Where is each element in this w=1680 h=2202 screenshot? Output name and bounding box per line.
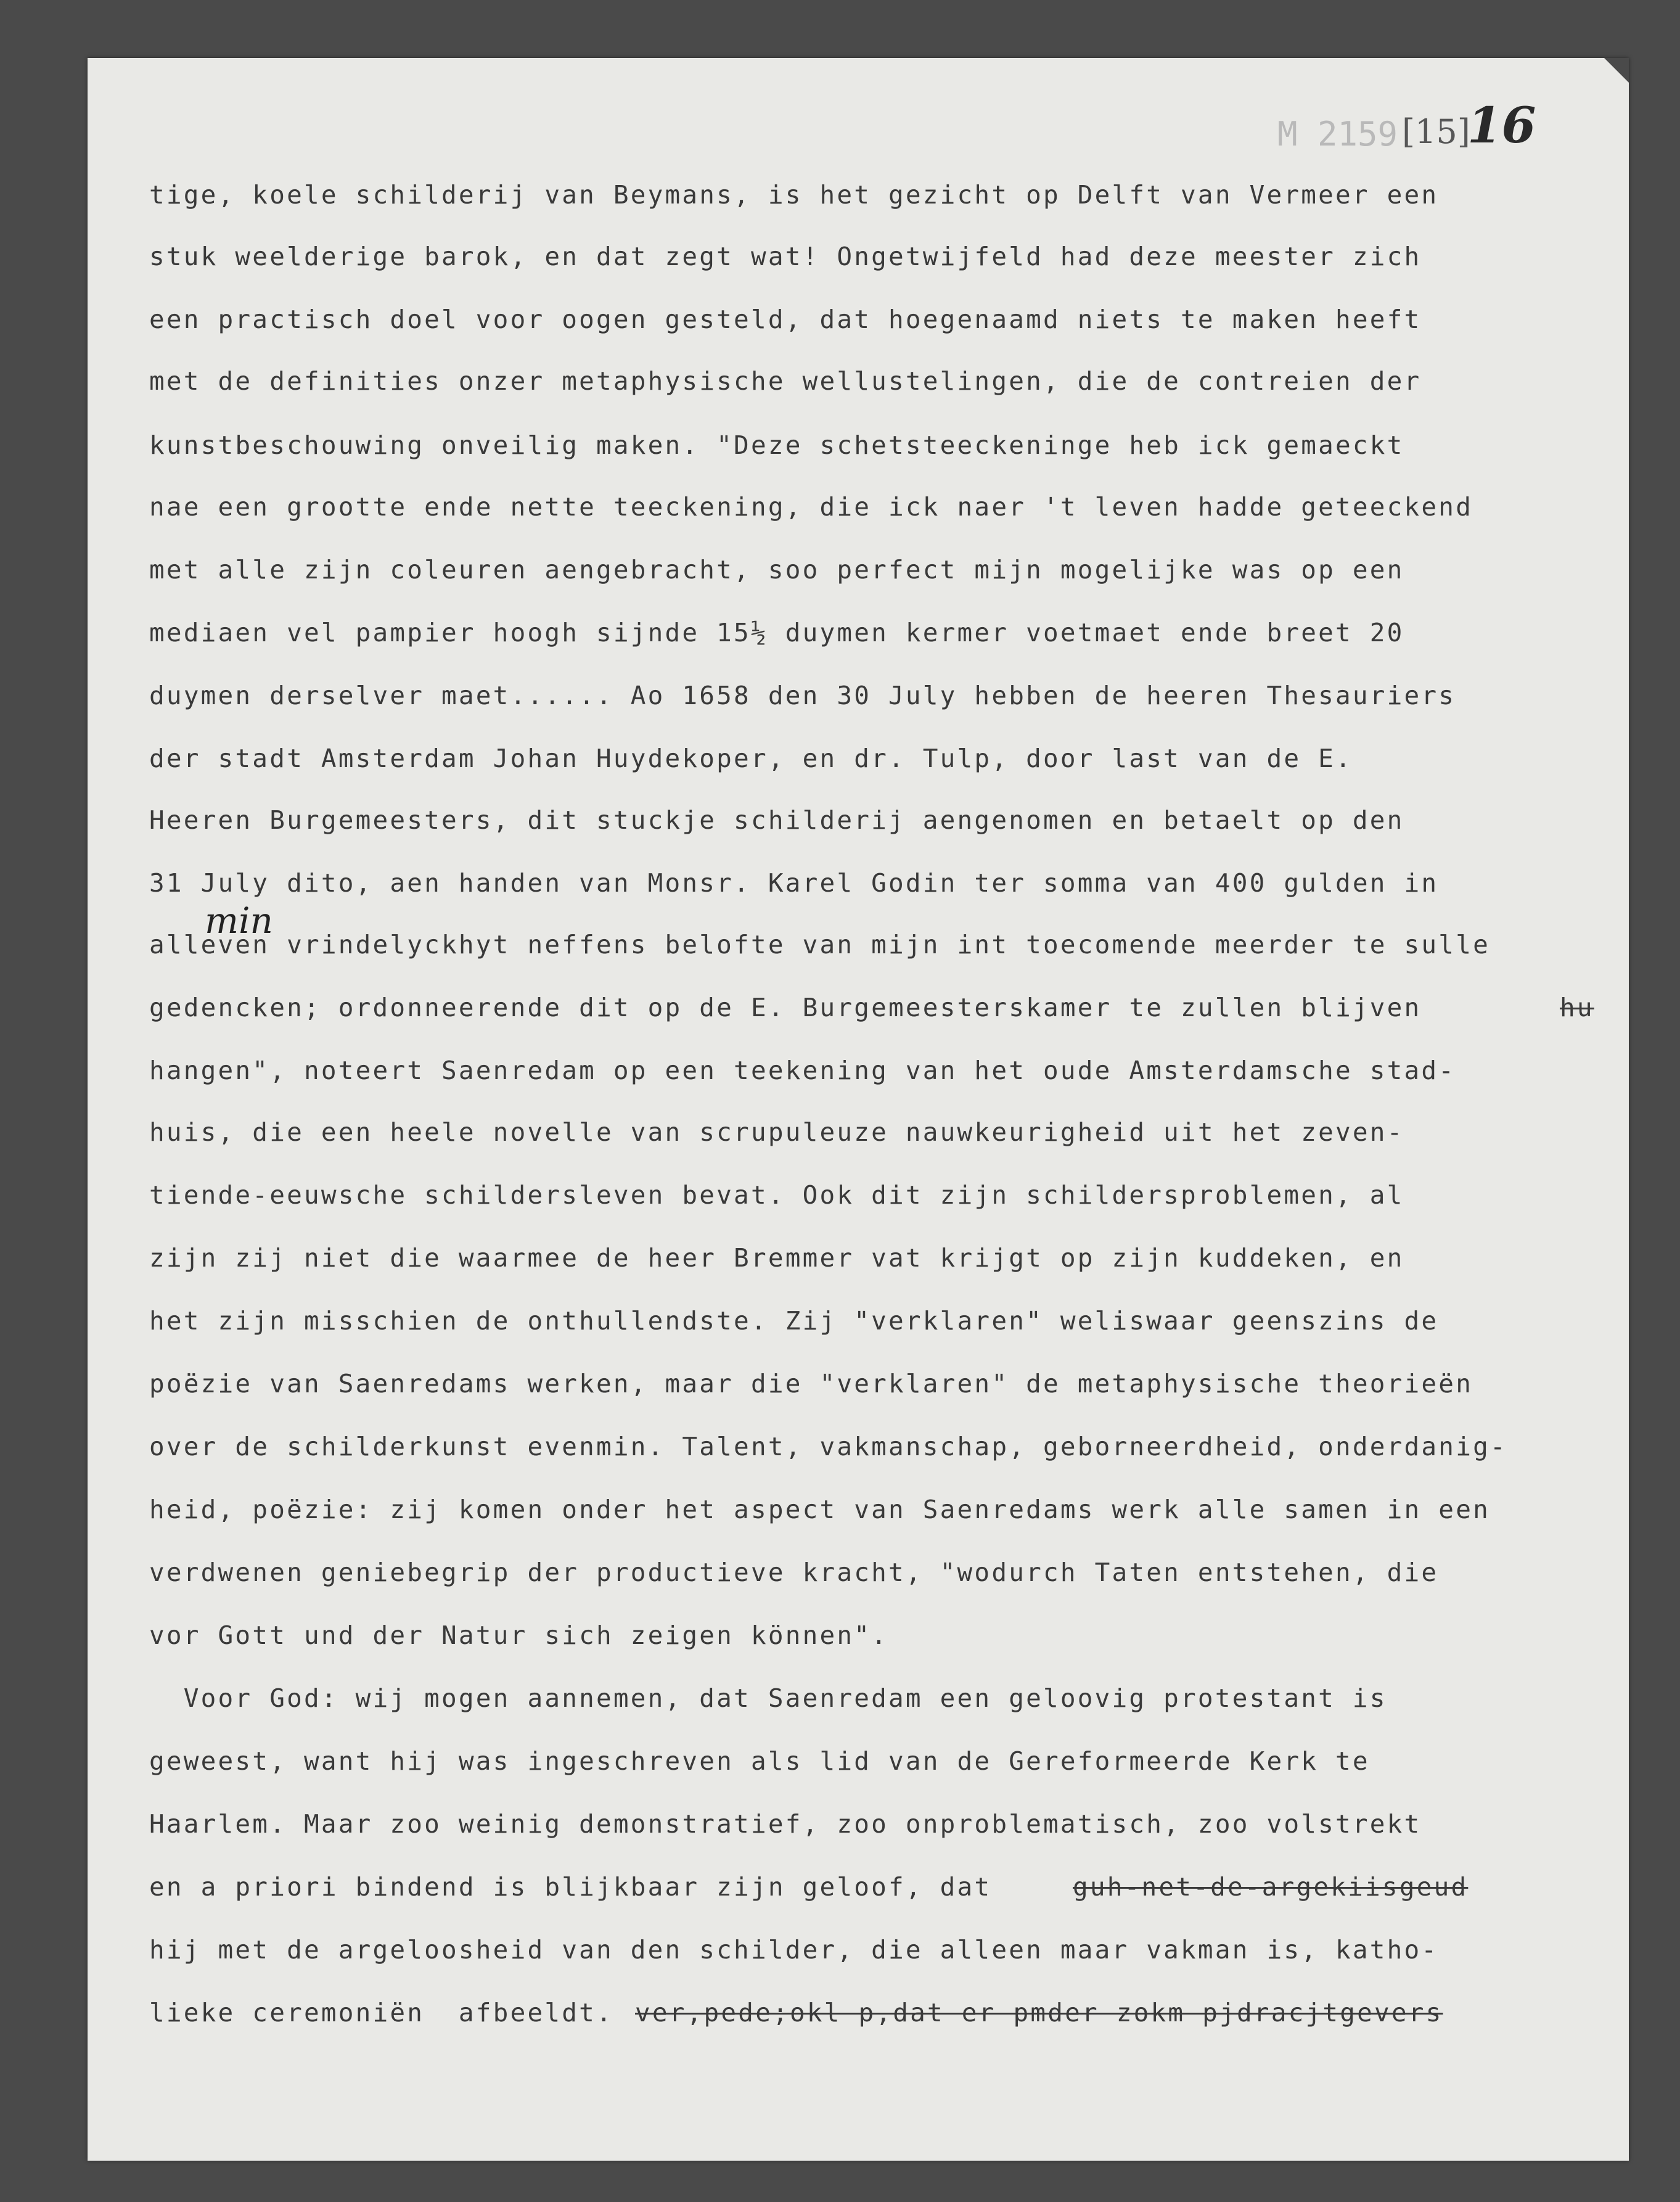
struck-text: guh-net-de-argekiisgeud bbox=[1073, 1872, 1469, 1902]
text-line: hangen", noteert Saenredam op een teekening van het oude Amsterdamsche stad- bbox=[149, 1056, 1456, 1085]
text-line: poëzie van Saenredams werken, maar die "verklaren" de metaphysische theorieën bbox=[149, 1369, 1473, 1399]
text-line: verdwenen geniebegrip der productieve kracht, "wodurch Taten entstehen, die bbox=[149, 1558, 1439, 1587]
handwritten-correction-min: min bbox=[205, 900, 273, 942]
text-line: tiende-eeuwsche schildersleven bevat. Ook dit zijn schildersproblemen, al bbox=[149, 1180, 1404, 1210]
text-line: kunstbeschouwing onveilig maken. "Deze schetsteeckeninge heb ick gemaeckt bbox=[149, 430, 1404, 460]
text-line: tige, koele schilderij van Beymans, is het gezicht op Delft van Vermeer een bbox=[149, 180, 1439, 210]
text-line: mediaen vel pampier hoogh sijnde 15½ duymen kermer voetmaet ende breet 20 bbox=[149, 618, 1404, 647]
text-line: over de schilderkunst evenmin. Talent, vakmanschap, geborneerdheid, onderdanig- bbox=[149, 1432, 1507, 1461]
text-line: nae een grootte ende nette teeckening, die ick naer 't leven hadde geteeckend bbox=[149, 492, 1473, 522]
text-line: hij met de argeloosheid van den schilder, die alleen maar vakman is, katho- bbox=[149, 1935, 1439, 1965]
text-line: en a priori bindend is blijkbaar zijn geloof, dat bbox=[149, 1872, 992, 1902]
text-line: 31 July dito, aen handen van Monsr. Karel Godin ter somma van 400 gulden in bbox=[149, 868, 1439, 898]
text-line: stuk weelderige barok, en dat zegt wat! Ongetwijfeld had deze meester zich bbox=[149, 242, 1422, 271]
folio-number: 16 bbox=[1467, 96, 1536, 154]
text-line: geweest, want hij was ingeschreven als lid van de Gereformeerde Kerk te bbox=[149, 1746, 1370, 1776]
manuscript-page bbox=[88, 58, 1629, 2161]
text-line: lieke ceremoniën afbeeldt. bbox=[149, 1998, 613, 2027]
text-line: der stadt Amsterdam Johan Huydekoper, en dr. Tulp, door last van de E. bbox=[149, 744, 1353, 773]
bracketed-page-number: [15] bbox=[1402, 112, 1470, 151]
text-line: Voor God: wij mogen aannemen, dat Saenredam een geloovig protestant is bbox=[149, 1683, 1387, 1713]
text-line: heid, poëzie: zij komen onder het aspect van Saenredams werk alle samen in een bbox=[149, 1495, 1490, 1524]
struck-text: hu bbox=[1560, 993, 1594, 1022]
text-line: duymen derselver maet...... Ao 1658 den 30 July hebben de heeren Thesauriers bbox=[149, 681, 1456, 710]
text-line: het zijn misschien de onthullendste. Zij "verklaren" weliswaar geenszins de bbox=[149, 1306, 1439, 1336]
text-line: Heeren Burgemeesters, dit stuckje schilderij aengenomen en betaelt op den bbox=[149, 805, 1404, 835]
text-line: Haarlem. Maar zoo weinig demonstratief, zoo onproblematisch, zoo volstrekt bbox=[149, 1809, 1422, 1839]
text-line: huis, die een heele novelle van scrupuleuze nauwkeurigheid uit het zeven- bbox=[149, 1117, 1404, 1147]
torn-corner bbox=[1604, 58, 1629, 83]
text-line: alleven vrindelyckhyt neffens belofte van mijn int toecomende meerder te sulle bbox=[149, 930, 1490, 959]
text-line: een practisch doel voor oogen gesteld, dat hoegenaamd niets te maken heeft bbox=[149, 305, 1422, 334]
text-line: gedencken; ordonneerende dit op de E. Burgemeesterskamer te zullen blijven bbox=[149, 993, 1422, 1022]
struck-text: ver,pede;okl p,dat er pmder zokm pjdracjtgevers bbox=[635, 1998, 1443, 2027]
text-line: vor Gott und der Natur sich zeigen können". bbox=[149, 1621, 889, 1650]
text-line: met alle zijn coleuren aengebracht, soo perfect mijn mogelijke was op een bbox=[149, 555, 1404, 585]
text-line: zijn zij niet die waarmee de heer Bremmer vat krijgt op zijn kuddeken, en bbox=[149, 1243, 1404, 1273]
text-line: met de definities onzer metaphysische wellustelingen, die de contreien der bbox=[149, 366, 1422, 396]
archive-pencil-number: M 2159 bbox=[1277, 115, 1398, 154]
